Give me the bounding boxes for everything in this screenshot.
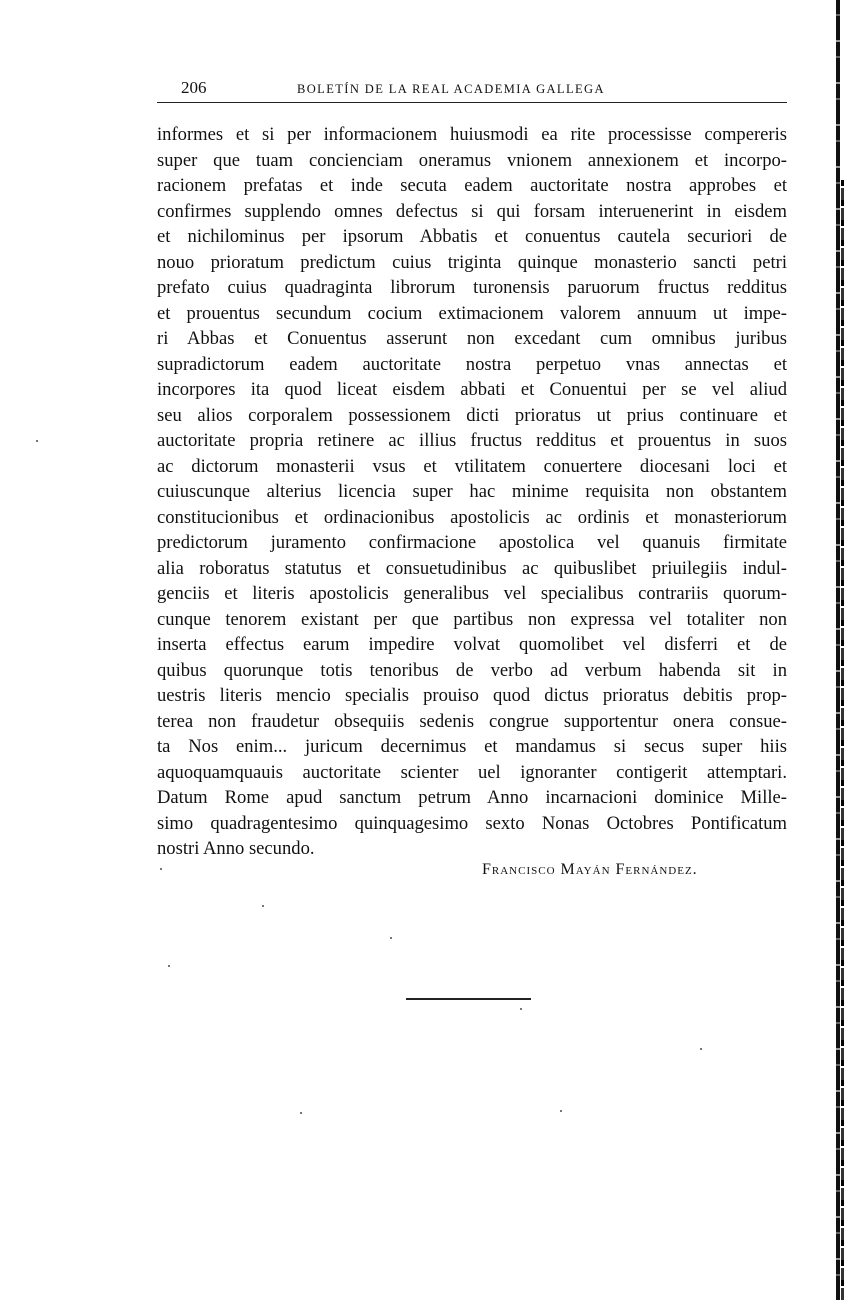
text-line: seu alios corporalem possessionem dicti prioratus ut prius continuare et xyxy=(157,404,787,426)
text-line: auctoritate propria retinere ac illius fructus redditus et prouentus in suos xyxy=(157,430,787,451)
scan-speck xyxy=(700,1048,702,1050)
scan-speck xyxy=(390,937,392,939)
text-line: genciis et literis apostolicis generalibus vel specialibus contrariis quorum- xyxy=(157,583,787,604)
text-line: nostri Anno secundo. xyxy=(157,838,315,859)
journal-title: BOLETÍN DE LA REAL ACADEMIA GALLEGA xyxy=(297,82,605,96)
body-text xyxy=(157,122,787,862)
scan-speck xyxy=(160,868,162,870)
text-line: quibus quorunque totis tenoribus de verbo ad verbum habenda sit in xyxy=(157,659,787,681)
running-head xyxy=(157,76,787,103)
text-line: cuiuscunque alterius licencia super hac minime requisita non obstantem xyxy=(157,481,787,502)
text-line: inserta effectus earum impedire volvat quomolibet vel disferri et de xyxy=(157,634,787,655)
section-divider xyxy=(406,998,531,1000)
text-line: Datum Rome apud sanctum petrum Anno incarnacioni dominice Mille- xyxy=(157,787,787,808)
text-line: ta Nos enim... juricum decernimus et mandamus si secus super hiis xyxy=(157,736,787,757)
text-line: ac dictorum monasterii vsus et vtilitatem conuertere diocesani loci et xyxy=(157,455,787,477)
text-line: simo quadragentesimo quinquagesimo sexto Nonas Octobres Pontificatum xyxy=(157,812,787,834)
text-line: racionem prefatas et inde secuta eadem auctoritate nostra approbes et xyxy=(157,175,787,196)
text-line: incorpores ita quod liceat eisdem abbati et Conuentui per se vel aliud xyxy=(157,379,787,400)
text-line: informes et si per informacionem huiusmodi ea rite processisse compereris xyxy=(157,124,787,145)
text-line: aquoquamquauis auctoritate scienter uel ignoranter contigerit attemptari. xyxy=(157,761,787,783)
text-line: nouo prioratum predictum cuius triginta quinque monasterio sancti petri xyxy=(157,251,787,273)
scan-speck xyxy=(36,440,38,442)
page-edge-shadow-inner xyxy=(841,180,844,1300)
text-line: prefato cuius quadraginta librorum turonensis paruorum fructus redditus xyxy=(157,277,787,298)
scan-speck xyxy=(168,965,170,967)
page-edge-shadow xyxy=(836,0,840,1300)
text-line: uestris literis mencio specialis prouiso quod dictus prioratus debitis prop- xyxy=(157,685,787,706)
scan-speck xyxy=(262,905,264,907)
text-line: confirmes supplendo omnes defectus si qui forsam interuenerint in eisdem xyxy=(157,200,787,222)
text-line: cunque tenorem existant per que partibus non expressa vel totaliter non xyxy=(157,608,787,630)
text-line: et prouentus secundum cocium extimacionem valorem annuum ut impe- xyxy=(157,302,787,324)
text-line: et nichilominus per ipsorum Abbatis et conuentus cautela securiori de xyxy=(157,226,787,247)
text-line: terea non fraudetur obsequiis sedenis congrue supportentur onera consue- xyxy=(157,710,787,732)
scan-speck xyxy=(300,1112,302,1114)
scan-speck xyxy=(560,1110,562,1112)
text-line: supradictorum eadem auctoritate nostra perpetuo vnas annectas et xyxy=(157,353,787,375)
author-signature: Francisco Mayán Fernández. xyxy=(482,861,698,878)
text-line: ri Abbas et Conuentus asserunt non excedant cum omnibus juribus xyxy=(157,328,787,349)
scan-speck xyxy=(520,1008,522,1010)
text-line: alia roboratus statutus et consuetudinibus ac quibuslibet priuilegiis indul- xyxy=(157,557,787,579)
text-line: constitucionibus et ordinacionibus apostolicis ac ordinis et monasteriorum xyxy=(157,506,787,528)
page-number: 206 xyxy=(181,78,207,97)
text-line: predictorum juramento confirmacione apostolica vel quanuis firmitate xyxy=(157,532,787,553)
text-line: super que tuam concienciam oneramus vnionem annexionem et incorpo- xyxy=(157,149,787,171)
